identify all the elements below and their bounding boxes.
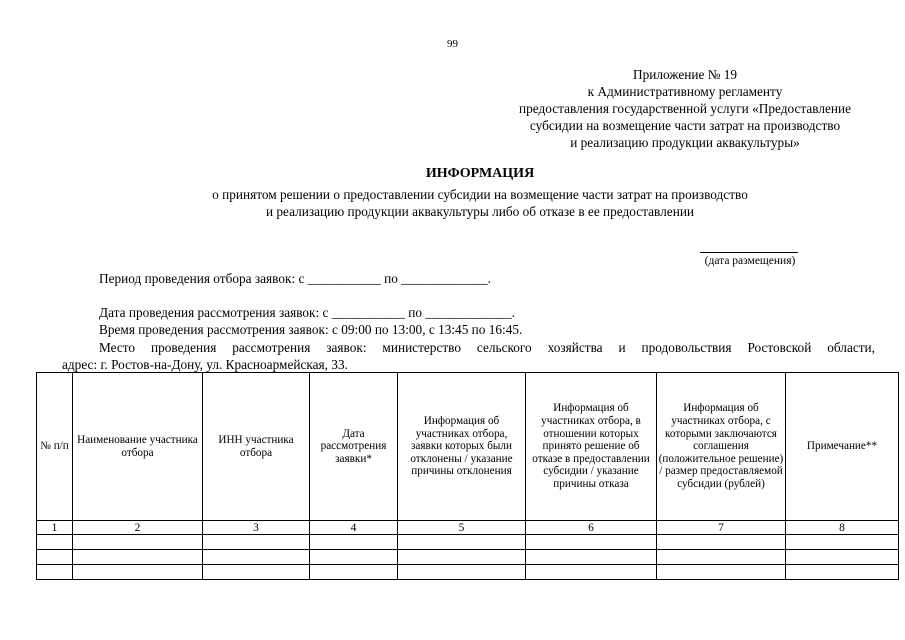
column-number-cell: 4 <box>310 521 398 535</box>
table-cell <box>398 550 526 565</box>
table-cell <box>203 565 310 580</box>
table-cell <box>786 550 899 565</box>
table-cell <box>398 565 526 580</box>
table-cell <box>526 565 657 580</box>
column-number-cell: 3 <box>203 521 310 535</box>
review-date: Дата проведения рассмотрения заявок: с ___________ по _____________. <box>99 305 516 320</box>
column-number-cell: 7 <box>657 521 786 535</box>
publication-date-label: (дата размещения) <box>704 255 796 267</box>
table-cell <box>526 550 657 565</box>
column-number-cell: 6 <box>526 521 657 535</box>
subtitle-line: и реализацию продукции аквакультуры либо об отказе в ее предоставлении <box>265 204 695 219</box>
appendix-line: предоставления государственной услуги «Предоставление <box>518 101 852 116</box>
table-cell <box>657 535 786 550</box>
table-cell <box>37 550 73 565</box>
table-cell <box>310 550 398 565</box>
review-time: Время проведения рассмотрения заявок: с 09:00 по 13:00, с 13:45 по 16:45. <box>99 322 523 337</box>
table-cell <box>526 535 657 550</box>
column-number-cell: 8 <box>786 521 899 535</box>
table-row <box>37 535 899 550</box>
table-row <box>37 565 899 580</box>
document-title: ИНФОРМАЦИЯ <box>425 166 535 181</box>
table-cell <box>310 565 398 580</box>
header-cell-refused: Информация об участниках отбора, в отношении которых принято решение об отказе в предоставлении субсидии / указание причины отказа <box>526 373 657 521</box>
table-cell <box>73 565 203 580</box>
header-cell-review-date: Дата рассмотрения заявки* <box>310 373 398 521</box>
table-cell <box>786 565 899 580</box>
table-row-column-numbers <box>37 521 899 535</box>
document-subtitle <box>0 186 905 220</box>
appendix-block <box>480 66 890 151</box>
results-table <box>36 372 899 580</box>
review-place: Место проведения рассмотрения заявок: министерство сельского хозяйства и продовольствия Ростовской области, <box>99 340 875 355</box>
page-number: 99 <box>447 38 458 50</box>
table-cell <box>37 565 73 580</box>
table-cell <box>310 535 398 550</box>
appendix-line: к Административному регламенту <box>587 84 783 99</box>
column-number-cell: 1 <box>37 521 73 535</box>
table-cell <box>203 550 310 565</box>
table-cell <box>657 565 786 580</box>
header-cell-inn: ИНН участника отбора <box>203 373 310 521</box>
table-cell <box>657 550 786 565</box>
table-cell <box>398 535 526 550</box>
appendix-line: и реализацию продукции аквакультуры» <box>570 135 800 150</box>
column-number-cell: 5 <box>398 521 526 535</box>
table-cell <box>37 535 73 550</box>
header-cell-number: № п/п <box>37 373 73 521</box>
table-row <box>37 550 899 565</box>
header-cell-agreements: Информация об участниках отбора, с которыми заключаются соглашения (положительное решение) / размер предоставляемой субсидии (рублей) <box>657 373 786 521</box>
table-cell <box>73 550 203 565</box>
header-cell-name: Наименование участника отбора <box>73 373 203 521</box>
review-address: адрес: г. Ростов-на-Дону, ул. Красноармейская, 33. <box>62 357 348 372</box>
publication-date-blank <box>700 252 798 253</box>
selection-period: Период проведения отбора заявок: с ___________ по _____________. <box>99 271 491 286</box>
column-number-cell: 2 <box>73 521 203 535</box>
appendix-line: Приложение № 19 <box>633 67 737 82</box>
table-cell <box>786 535 899 550</box>
appendix-line: субсидии на возмещение части затрат на производство <box>529 118 841 133</box>
subtitle-line: о принятом решении о предоставлении субсидии на возмещение части затрат на производство <box>212 187 748 202</box>
table-cell <box>73 535 203 550</box>
table-cell <box>203 535 310 550</box>
header-cell-rejected: Информация об участниках отбора, заявки которых были отклонены / указание причины отклонения <box>398 373 526 521</box>
header-cell-note: Примечание** <box>786 373 899 521</box>
table-header-row <box>37 373 899 521</box>
